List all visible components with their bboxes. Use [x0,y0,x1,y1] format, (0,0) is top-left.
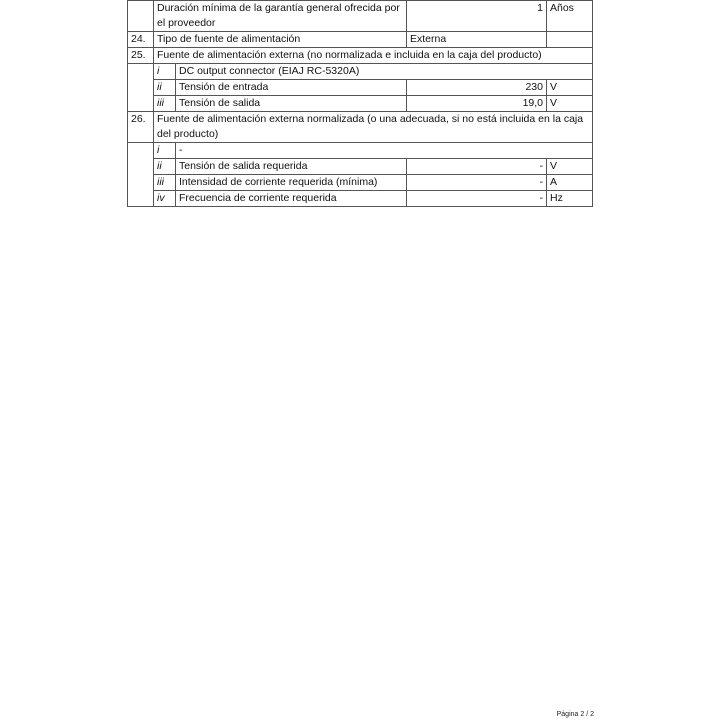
subrow-label: Tensión de salida [176,96,407,112]
subrow-unit: A [547,175,593,191]
row-value: Externa [407,32,547,48]
subrow-value: - [407,159,547,175]
table-row [128,32,593,48]
row-number-cell [128,143,154,207]
table-subrow [128,96,593,112]
row-label: Fuente de alimentación externa (no normalizada e incluida en la caja del producto) [154,48,593,64]
product-info-table [127,0,593,207]
row-number: 26. [128,112,154,143]
subrow-label: Intensidad de corriente requerida (mínima) [176,175,407,191]
row-label: Fuente de alimentación externa normalizada (o una adecuada, si no está incluida en la caja del producto) [154,112,593,143]
subrow-label: Tensión de entrada [176,80,407,96]
row-unit [547,32,593,48]
row-number-cell [128,64,154,112]
row-label: Duración mínima de la garantía general ofrecida por el proveedor [154,1,407,32]
subrow-unit: V [547,80,593,96]
row-number: 25. [128,48,154,64]
table-subrow [128,80,593,96]
row-number-cell [128,1,154,32]
subrow-label: DC output connector (EIAJ RC-5320A) [176,64,593,80]
row-unit: Años [547,1,593,32]
subrow-unit: V [547,96,593,112]
table-subrow [128,64,593,80]
subrow-unit: Hz [547,191,593,207]
table-subrow [128,159,593,175]
subrow-roman: i [154,143,176,159]
subrow-label: Tensión de salida requerida [176,159,407,175]
table-row [128,48,593,64]
subrow-value: 230 [407,80,547,96]
subrow-value: - [407,191,547,207]
table-subrow [128,191,593,207]
row-label: Tipo de fuente de alimentación [154,32,407,48]
page-number: Página 2 / 2 [556,711,594,718]
table-subrow [128,175,593,191]
table-subrow [128,143,593,159]
subrow-roman: iv [154,191,176,207]
subrow-value: 19,0 [407,96,547,112]
table-row [128,1,593,32]
subrow-roman: iii [154,96,176,112]
subrow-roman: iii [154,175,176,191]
row-value: 1 [407,1,547,32]
row-number: 24. [128,32,154,48]
subrow-value: - [407,175,547,191]
subrow-roman: i [154,64,176,80]
subrow-label: - [176,143,593,159]
subrow-unit: V [547,159,593,175]
subrow-roman: ii [154,80,176,96]
subrow-label: Frecuencia de corriente requerida [176,191,407,207]
table-row [128,112,593,143]
subrow-roman: ii [154,159,176,175]
